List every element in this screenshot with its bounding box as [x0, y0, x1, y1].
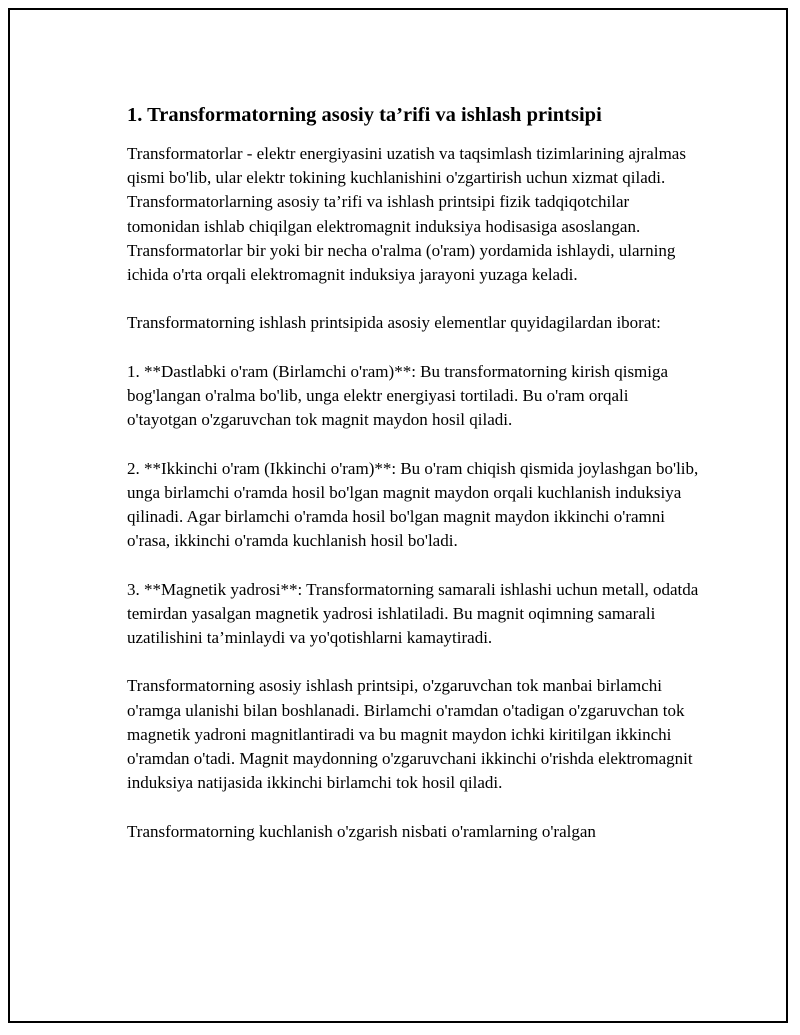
paragraph-ratio: Transformatorning kuchlanish o'zgarish nisbati o'ramlarning o'ralgan [127, 821, 596, 841]
document-body [127, 102, 702, 868]
paragraph-principle: Transformatorning asosiy ishlash printsipi, o'zgaruvchan tok manbai birlamchi o'ramga ulanishi bilan boshlanadi. Birlamchi o'ramdan o'tadigan o'zgaruvchan tok magnetik yadroni magnitlantiradi va bu magnit maydon ichki kiritilgan ikkinchi o'ramdan o'tadi. Magnit maydonning o'zgaruvchani ikkinchi o'rishda elektromagnit induksiya natijasida ikkinchi birlamchi tok hosil qiladi. [127, 676, 693, 793]
paragraph-secondary-winding: 2. **Ikkinchi o'ram (Ikkinchi o'ram)**: Bu o'ram chiqish qismida joylashgan bo'lib, unga birlamchi o'ramda hosil bo'lgan magnit maydon orqali kuchlanish induksiya qilinadi. Agar birlamchi o'ramda hosil bo'lgan magnit maydon ikkinchi o'ramni o'rasa, ikkinchi o'ramda kuchlanish hosil bo'ladi. [127, 458, 699, 551]
paragraph-magnetic-core: 3. **Magnetik yadrosi**: Transformatorning samarali ishlashi uchun metall, odatda temirdan yasalgan magnetik yadrosi ishlatiladi. Bu magnit oqimning samarali uzatilishini ta’minlaydi va yo'qotishlarni kamaytiradi. [127, 579, 699, 647]
paragraph-intro: Transformatorlar - elektr energiyasini uzatish va taqsimlash tizimlarining ajralmas qismi bo'lib, ular elektr tokining kuchlanishini o'zgartirish uchun xizmat qiladi. Transformatorlarning asosiy ta’rifi va ishlash printsipi fizik tadqiqotchilar tomonidan ishlab chiqilgan elektromagnit induksiya hodisasiga asoslangan. Transformatorlar bir yoki bir necha o'ralma (o'ram) yordamida ishlaydi, ularning ichida o'rta orqali elektromagnit induksiya jarayoni yuzaga keladi. [127, 144, 686, 285]
page-frame [8, 8, 788, 1023]
paragraph-elements-intro: Transformatorning ishlash printsipida asosiy elementlar quyidagilardan iborat: [127, 313, 661, 333]
paragraph-primary-winding: 1. **Dastlabki o'ram (Birlamchi o'ram)**: Bu transformatorning kirish qismiga bog'langan o'ralma bo'lib, unga elektr energiyasi tortiladi. Bu o'ram orqali o'tayotgan o'zgaruvchan tok magnit maydon hosil qiladi. [127, 361, 669, 430]
section-title: 1. Transformatorning asosiy ta’rifi va ishlash printsipi [127, 104, 602, 126]
